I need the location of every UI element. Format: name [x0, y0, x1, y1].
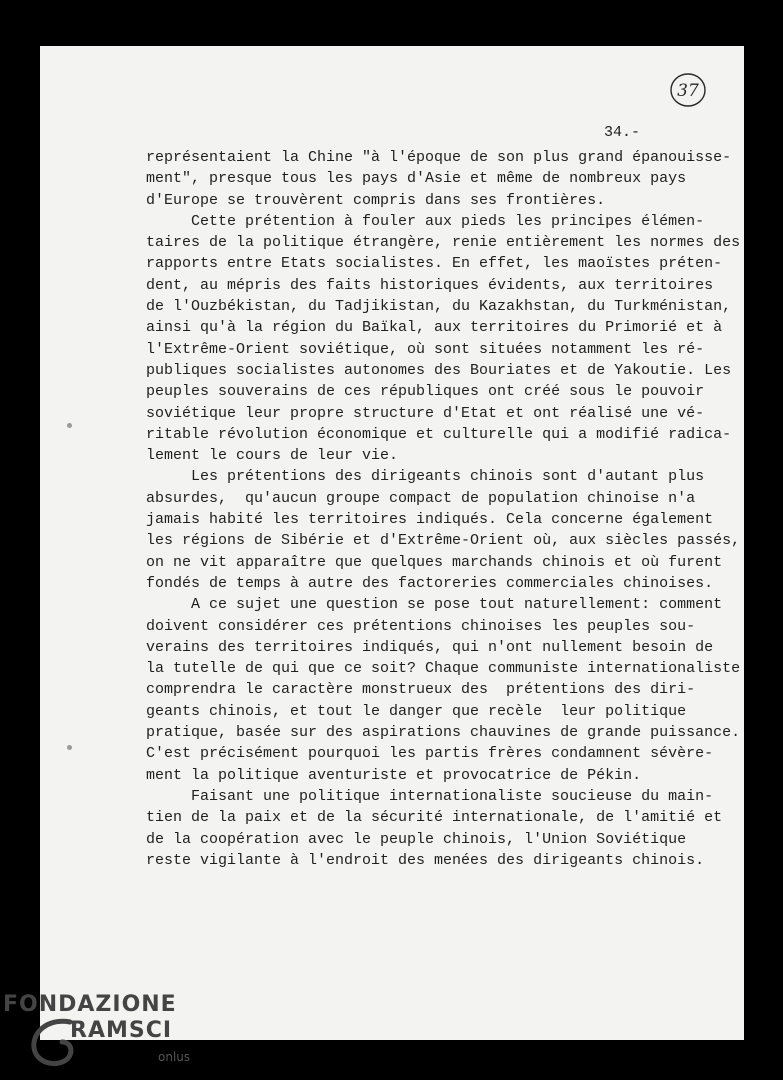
text-line: de l'Ouzbékistan, du Tadjikistan, du Kazakhstan, du Turkménistan,: [146, 298, 732, 316]
text-line: de la coopération avec le peuple chinois, l'Union Soviétique: [146, 830, 687, 848]
fondazione-gramsci-watermark: [0, 992, 200, 1072]
text-line: Cette prétention à fouler aux pieds les principes élémen-: [191, 212, 705, 230]
text-line: A ce sujet une question se pose tout naturellement: comment: [191, 596, 723, 614]
text-line: publiques socialistes autonomes des Bouriates et de Yakoutie. Les: [146, 361, 732, 379]
text-line: verains des territoires indiqués, qui n'ont nullement besoin de: [146, 638, 714, 656]
text-line: doivent considérer ces prétentions chinoises les peuples sou-: [146, 617, 696, 635]
page-number: 34.-: [604, 124, 641, 141]
punch-hole: [67, 423, 72, 428]
text-line: ainsi qu'à la région du Baïkal, aux territoires du Primorié et à: [146, 319, 723, 337]
text-line: pratique, basée sur des aspirations chauvines de grande puissance.: [146, 724, 741, 742]
text-line: d'Europe se trouvèrent compris dans ses frontières.: [146, 191, 606, 209]
text-line: Faisant une politique internationaliste soucieuse du main-: [191, 787, 714, 805]
text-line: ritable révolution économique et culturelle qui a modifié radica-: [146, 425, 732, 443]
text-line: absurdes, qu'aucun groupe compact de population chinoise n'a: [146, 489, 696, 507]
text-line: les régions de Sibérie et d'Extrême-Orient où, aux siècles passés,: [146, 532, 741, 550]
watermark-line2: RAMSCI: [70, 1018, 173, 1043]
text-line: geants chinois, et tout le danger que recèle leur politique: [146, 702, 687, 720]
text-line: lement le cours de leur vie.: [146, 447, 399, 465]
text-line: C'est précisément pourquoi les partis frères condamnent sévère-: [146, 745, 714, 763]
text-line: ment la politique aventuriste et provocatrice de Pékin.: [146, 766, 642, 784]
watermark-line1: FONDAZIONE: [3, 992, 177, 1017]
text-line: fondés de temps à autre des factoreries commerciales chinoises.: [146, 574, 714, 592]
archive-number: 37: [677, 81, 699, 101]
body-text: [146, 147, 740, 871]
punch-hole: [67, 745, 72, 750]
text-line: taires de la politique étrangère, renie entièrement les normes des: [146, 234, 741, 252]
text-line: l'Extrême-Orient soviétique, où sont situées notamment les ré-: [146, 340, 705, 358]
text-line: représentaient la Chine "à l'époque de son plus grand épanouisse-: [146, 149, 732, 166]
text-line: reste vigilante à l'endroit des menées des dirigeants chinois.: [146, 851, 705, 869]
text-line: ment", presque tous les pays d'Asie et même de nombreux pays: [146, 170, 687, 188]
text-line: la tutelle de qui que ce soit? Chaque communiste internationaliste: [146, 660, 741, 678]
watermark-onlus: onlus: [158, 1050, 191, 1064]
text-line: jamais habité les territoires indiqués. Cela concerne également: [146, 511, 714, 529]
text-line: rapports entre Etats socialistes. En effet, les maoïstes préten-: [146, 255, 723, 273]
text-line: soviétique leur propre structure d'Etat et ont réalisé une vé-: [146, 404, 705, 422]
text-line: comprendra le caractère monstrueux des prétentions des diri-: [146, 681, 696, 699]
text-line: tien de la paix et de la sécurité internationale, de l'amitié et: [146, 809, 723, 827]
text-line: Les prétentions des dirigeants chinois sont d'autant plus: [191, 468, 705, 486]
archive-number-circle: [668, 70, 708, 110]
text-line: peuples souverains de ces républiques ont créé sous le pouvoir: [146, 383, 705, 401]
text-line: dent, au mépris des faits historiques évidents, aux territoires: [146, 276, 714, 294]
text-line: on ne vit apparaître que quelques marchands chinois et où furent: [146, 553, 723, 571]
